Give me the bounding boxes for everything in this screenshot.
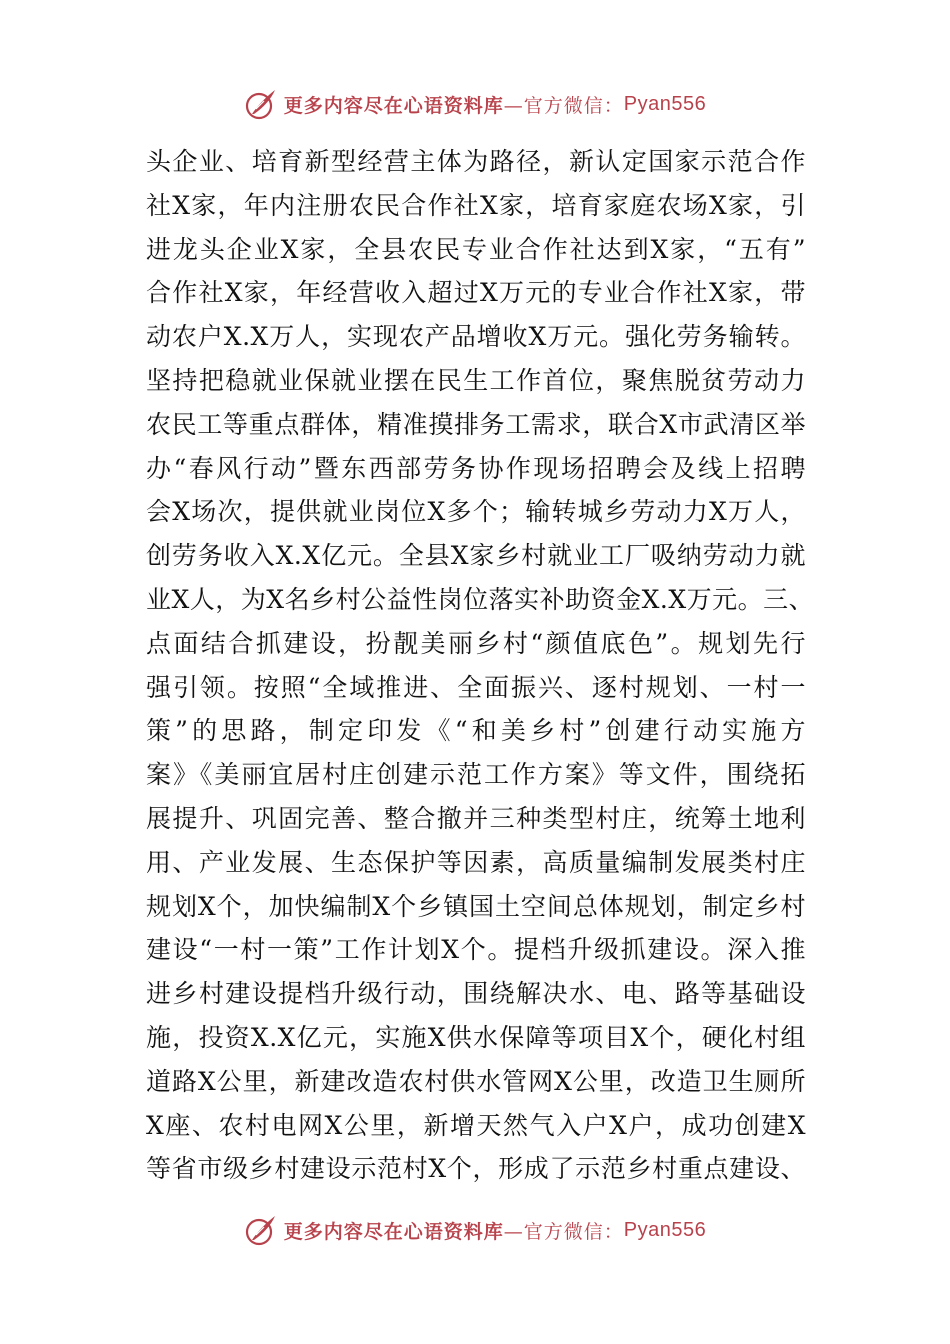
body-text-line: X座、农村电网X公里，新增天然气入户X户，成功创建X (146, 1110, 806, 1140)
body-text-line: 农民工等重点群体，精准摸排务工需求，联合X市武清区举 (146, 409, 806, 439)
body-text-line: 展提升、巩固完善、整合撤并三种类型村庄，统筹土地利 (146, 803, 806, 833)
body-text-line: 合作社X家，年经营收入超过X万元的专业合作社X家，带 (146, 278, 806, 308)
body-text-line: 策”的思路，制定印发《“和美乡村”创建行动实施方 (146, 716, 806, 746)
body-text-line: 施，投资X.X亿元，实施X供水保障等项目X个，硬化村组 (146, 1022, 806, 1052)
body-text-line: 强引领。按照“全域推进、全面振兴、逐村规划、一村一 (146, 672, 806, 702)
banner-site-text: 更多内容尽在心语资料库 (283, 94, 504, 117)
footer-watermark-banner (0, 1210, 950, 1250)
body-text-line: 业X人，为X名乡村公益性岗位落实补助资金X.X万元。三、 (146, 584, 815, 614)
quill-logo-icon (244, 1213, 278, 1247)
body-text-line: 进龙头企业X家，全县农民专业合作社达到X家，“五有” (146, 234, 806, 264)
body-text-line: 道路X公里，新建改造农村供水管网X公里，改造卫生厕所 (146, 1066, 806, 1096)
body-text-line: 用、产业发展、生态保护等因素，高质量编制发展类村庄 (146, 847, 806, 877)
body-text-line: 点面结合抓建设，扮靓美丽乡村“颜值底色”。规划先行 (146, 628, 806, 658)
quill-logo-icon (244, 87, 278, 121)
banner-official-text: —官方微信： (503, 94, 624, 117)
body-text-line: 创劳务收入X.X亿元。全县X家乡村就业工厂吸纳劳动力就 (146, 541, 806, 571)
banner-wechat-handle: Pyan556 (623, 92, 707, 115)
body-text-line: 进乡村建设提档升级行动，围绕解决水、电、路等基础设 (146, 979, 806, 1009)
body-text-line: 动农户X.X万人，实现农产品增收X万元。强化劳务输转。 (146, 322, 806, 352)
body-text-line: 案》《美丽宜居村庄创建示范工作方案》等文件，围绕拓 (146, 760, 806, 790)
document-body (146, 140, 815, 1191)
body-text-line: 坚持把稳就业保就业摆在民生工作首位，聚焦脱贫劳动力 (146, 365, 806, 395)
body-text-line: 会X场次，提供就业岗位X多个；输转城乡劳动力X万人， (146, 497, 806, 527)
body-text-line: 头企业、培育新型经营主体为路径，新认定国家示范合作 (146, 147, 806, 176)
banner-site-text: 更多内容尽在心语资料库 (283, 1220, 504, 1243)
body-text-line: 办“春风行动”暨东西部劳务协作现场招聘会及线上招聘 (146, 453, 806, 483)
banner-wechat-handle: Pyan556 (623, 1218, 707, 1241)
body-text-line: 等省市级乡村建设示范村X个，形成了示范乡村重点建设、 (146, 1154, 806, 1184)
banner-official-text: —官方微信： (503, 1220, 624, 1243)
body-text-line: 规划X个，加快编制X个乡镇国土空间总体规划，制定乡村 (146, 891, 806, 921)
body-text-line: 建设“一村一策”工作计划X个。提档升级抓建设。深入推 (146, 935, 806, 965)
header-watermark-banner (0, 84, 950, 124)
body-text-line: 社X家，年内注册农民合作社X家，培育家庭农场X家，引 (146, 190, 806, 220)
